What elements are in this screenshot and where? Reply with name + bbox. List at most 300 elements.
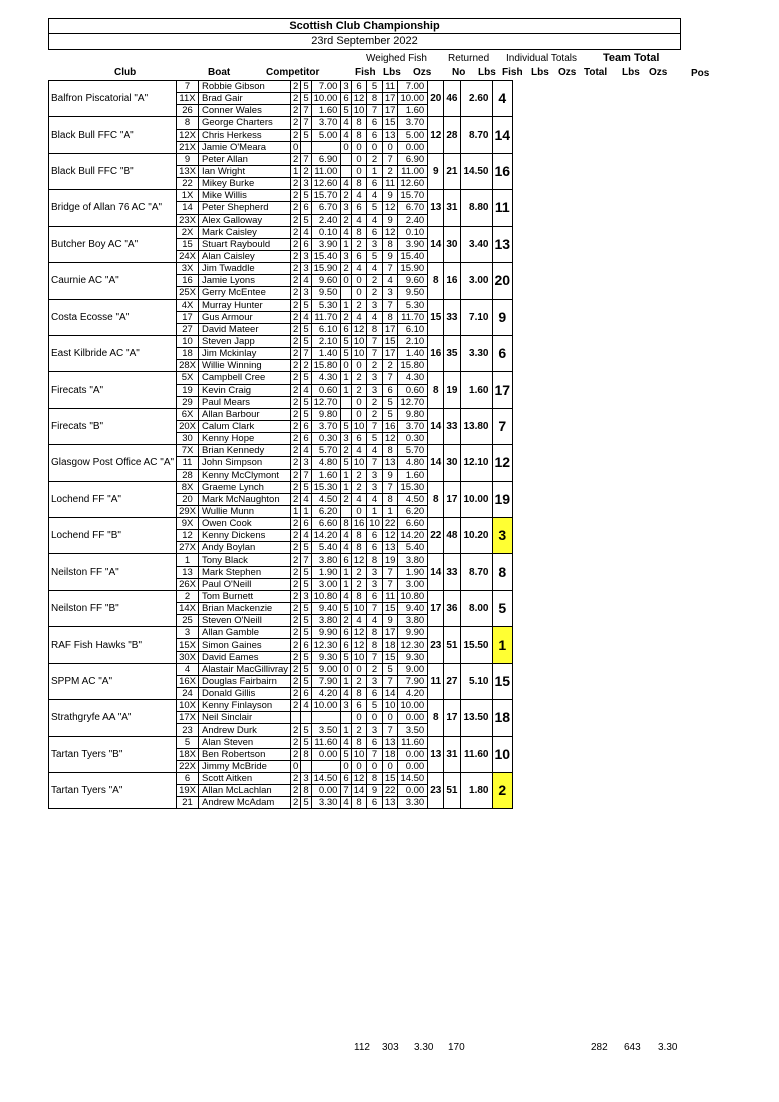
competitor-name: Ian Wright	[198, 165, 290, 177]
team-position: 7	[492, 408, 513, 444]
individual-lbs: 15	[382, 603, 398, 615]
returned-no	[341, 505, 351, 517]
team-total-lbs: 33	[444, 299, 461, 335]
weighed-ozs: 4.20	[311, 688, 341, 700]
team-total-lbs: 48	[444, 518, 461, 554]
competitor-name: Allan Barbour	[198, 408, 290, 420]
returned-no: 5	[341, 748, 351, 760]
weighed-lbs: 3	[301, 457, 311, 469]
competitor-name: Neil Sinclair	[198, 712, 290, 724]
individual-ozs: 15.30	[398, 481, 428, 493]
individual-ozs: 6.90	[398, 153, 428, 165]
individual-lbs: 7	[382, 153, 398, 165]
boat-number: 23X	[177, 214, 199, 226]
club-name: Balfron Piscatorial "A"	[49, 81, 177, 117]
team-block	[49, 117, 513, 129]
weighed-ozs: 12.60	[311, 178, 341, 190]
team-total-lbs: 21	[444, 153, 461, 189]
team-total-lbs: 30	[444, 226, 461, 262]
returned-lbs: 4	[351, 615, 367, 627]
weighed-fish: 2	[291, 566, 301, 578]
weighed-lbs: 5	[301, 736, 311, 748]
boat-number: 15	[177, 238, 199, 250]
competitor-name: Allan McLachlan	[198, 785, 290, 797]
individual-fish: 3	[367, 566, 383, 578]
weighed-lbs: 5	[301, 396, 311, 408]
team-total-ozs: 8.70	[461, 117, 492, 153]
competitor-name: Alan Caisley	[198, 250, 290, 262]
weighed-ozs	[311, 712, 341, 724]
individual-fish: 1	[367, 505, 383, 517]
competitor-name: George Charters	[198, 117, 290, 129]
weighed-lbs: 5	[301, 542, 311, 554]
returned-lbs: 0	[351, 663, 367, 675]
weighed-lbs: 5	[301, 627, 311, 639]
individual-ozs: 12.30	[398, 639, 428, 651]
individual-fish: 6	[367, 530, 383, 542]
weighed-ozs: 2.10	[311, 335, 341, 347]
team-total-ozs: 3.30	[461, 335, 492, 371]
individual-ozs: 0.00	[398, 760, 428, 772]
individual-lbs: 12	[382, 202, 398, 214]
individual-ozs: 14.50	[398, 773, 428, 785]
individual-fish: 2	[367, 360, 383, 372]
boat-number: 5X	[177, 372, 199, 384]
returned-no: 1	[341, 566, 351, 578]
returned-no: 5	[341, 335, 351, 347]
team-total-ozs: 10.20	[461, 518, 492, 554]
weighed-fish: 2	[291, 372, 301, 384]
individual-lbs: 13	[382, 129, 398, 141]
weighed-lbs: 3	[301, 773, 311, 785]
boat-number: 10X	[177, 700, 199, 712]
individual-lbs: 7	[382, 372, 398, 384]
weighed-fish: 2	[291, 578, 301, 590]
team-total-col-header: Total	[584, 67, 608, 78]
weighed-fish: 2	[291, 542, 301, 554]
team-block	[49, 372, 513, 384]
weighed-lbs: 6	[301, 688, 311, 700]
competitor-name: Paul Mears	[198, 396, 290, 408]
weighed-fish: 2	[291, 615, 301, 627]
individual-lbs: 7	[382, 481, 398, 493]
competitor-name: Gus Armour	[198, 311, 290, 323]
results-table	[48, 80, 513, 809]
returned-no: 1	[341, 578, 351, 590]
weighed-lbs: 2	[301, 360, 311, 372]
weighed-fish: 2	[291, 214, 301, 226]
weighed-lbs: 1	[301, 505, 311, 517]
boat-number: 3	[177, 627, 199, 639]
weighed-lbs: 6	[301, 433, 311, 445]
boat-number: 24	[177, 688, 199, 700]
returned-no: 3	[341, 433, 351, 445]
returned-no: 7	[341, 785, 351, 797]
weighed-fish	[291, 712, 301, 724]
weighed-lbs: 7	[301, 153, 311, 165]
returned-no: 1	[341, 724, 351, 736]
individual-ozs: 15.70	[398, 190, 428, 202]
returned-no: 4	[341, 688, 351, 700]
weighed-lbs: 4	[301, 275, 311, 287]
weighed-fish: 2	[291, 785, 301, 797]
individual-ozs: 3.50	[398, 724, 428, 736]
weighed-lbs: 4	[301, 530, 311, 542]
individual-fish: 8	[367, 93, 383, 105]
individual-lbs: 0	[382, 712, 398, 724]
individual-lbs: 7	[382, 299, 398, 311]
individual-fish: 2	[367, 408, 383, 420]
individual-ozs: 2.40	[398, 214, 428, 226]
returned-no: 4	[341, 530, 351, 542]
individual-fish: 7	[367, 748, 383, 760]
team-total-ozs: 8.70	[461, 554, 492, 590]
individual-lbs: 12	[382, 226, 398, 238]
competitor-name: Brian Mackenzie	[198, 603, 290, 615]
weighed-ozs: 3.50	[311, 724, 341, 736]
team-total-header: Team Total	[603, 52, 660, 64]
returned-lbs: 10	[351, 651, 367, 663]
weighed-fish: 2	[291, 639, 301, 651]
team-total-lbs: 27	[444, 663, 461, 699]
boat-number: 23	[177, 724, 199, 736]
individual-fish: 6	[367, 590, 383, 602]
weighed-ozs: 3.00	[311, 578, 341, 590]
team-total-fish: 20	[428, 81, 444, 117]
weighed-ozs: 15.80	[311, 360, 341, 372]
returned-no-col-header: No	[452, 67, 466, 78]
weighed-fish: 2	[291, 590, 301, 602]
individual-lbs: 2	[382, 360, 398, 372]
weighed-ozs: 1.60	[311, 105, 341, 117]
individual-fish: 3	[367, 372, 383, 384]
team-position: 16	[492, 153, 513, 189]
returned-lbs: 4	[351, 445, 367, 457]
competitor-name: David Mateer	[198, 323, 290, 335]
individual-lbs: 11	[382, 590, 398, 602]
competitor-name: Jim Mckinlay	[198, 348, 290, 360]
returned-lbs: 8	[351, 797, 367, 809]
individual-ozs: 3.00	[398, 578, 428, 590]
weighed-fish: 2	[291, 675, 301, 687]
team-position: 11	[492, 190, 513, 226]
competitor-name: Andrew McAdam	[198, 797, 290, 809]
individual-ozs: 9.50	[398, 287, 428, 299]
returned-no	[341, 712, 351, 724]
competitor-name: Scott Aitken	[198, 773, 290, 785]
weighed-lbs: 7	[301, 348, 311, 360]
individual-ozs: 10.80	[398, 590, 428, 602]
individual-ozs: 5.00	[398, 129, 428, 141]
weighed-ozs: 9.50	[311, 287, 341, 299]
individual-lbs: 7	[382, 578, 398, 590]
boat-number: 21	[177, 797, 199, 809]
individual-ozs: 3.70	[398, 420, 428, 432]
individual-lbs: 5	[382, 396, 398, 408]
returned-no	[341, 396, 351, 408]
boat-number: 27X	[177, 542, 199, 554]
club-name: Costa Ecosse "A"	[49, 299, 177, 335]
weighed-ozs: 10.80	[311, 590, 341, 602]
individual-lbs: 18	[382, 639, 398, 651]
boat-number: 20X	[177, 420, 199, 432]
team-position: 5	[492, 590, 513, 626]
returned-lbs: 0	[351, 712, 367, 724]
individual-ozs: 4.20	[398, 688, 428, 700]
weighed-fish: 2	[291, 651, 301, 663]
weighed-fish: 2	[291, 311, 301, 323]
competitor-name: Mike Willis	[198, 190, 290, 202]
individual-ozs: 12.60	[398, 178, 428, 190]
weighed-fish: 2	[291, 627, 301, 639]
weighed-ozs: 14.20	[311, 530, 341, 542]
returned-no: 3	[341, 202, 351, 214]
individual-ozs: 6.10	[398, 323, 428, 335]
individual-fish: 3	[367, 578, 383, 590]
individual-ozs: 1.40	[398, 348, 428, 360]
competitor-name: Brian Kennedy	[198, 445, 290, 457]
weighed-lbs: 5	[301, 578, 311, 590]
weighed-ozs: 9.30	[311, 651, 341, 663]
grand-team-ozs: 3.30	[658, 1042, 678, 1053]
team-block	[49, 590, 513, 602]
ozs-col-header: Ozs	[413, 67, 432, 78]
individual-lbs: 7	[382, 675, 398, 687]
team-total-lbs: 16	[444, 263, 461, 299]
returned-lbs: 6	[351, 202, 367, 214]
weighed-ozs: 11.60	[311, 736, 341, 748]
competitor-name: Alex Galloway	[198, 214, 290, 226]
weighed-ozs: 4.50	[311, 493, 341, 505]
weighed-ozs: 12.70	[311, 396, 341, 408]
returned-no: 2	[341, 615, 351, 627]
boat-number: 27	[177, 323, 199, 335]
competitor-name: Andy Boylan	[198, 542, 290, 554]
individual-fish: 5	[367, 250, 383, 262]
individual-fish: 7	[367, 651, 383, 663]
weighed-ozs: 5.40	[311, 542, 341, 554]
returned-no: 0	[341, 141, 351, 153]
weighed-lbs: 5	[301, 81, 311, 93]
weighed-fish: 2	[291, 81, 301, 93]
returned-lbs: 10	[351, 348, 367, 360]
team-total-ozs: 3.40	[461, 226, 492, 262]
weighed-lbs: 2	[301, 165, 311, 177]
individual-ozs: 0.60	[398, 384, 428, 396]
individual-lbs: 9	[382, 190, 398, 202]
team-position: 15	[492, 663, 513, 699]
weighed-lbs: 6	[301, 518, 311, 530]
club-name: Bridge of Allan 76 AC "A"	[49, 190, 177, 226]
returned-lbs: 10	[351, 457, 367, 469]
individual-fish: 8	[367, 323, 383, 335]
individual-lbs: 9	[382, 250, 398, 262]
ind-fish-col-header: Fish	[502, 67, 523, 78]
returned-lbs: 0	[351, 396, 367, 408]
individual-ozs: 3.80	[398, 554, 428, 566]
club-name: SPPM AC "A"	[49, 663, 177, 699]
weighed-lbs: 7	[301, 554, 311, 566]
weighed-lbs: 3	[301, 178, 311, 190]
individual-ozs: 9.40	[398, 603, 428, 615]
returned-lbs: 0	[351, 287, 367, 299]
weighed-ozs: 3.70	[311, 420, 341, 432]
competitor-name: Kenny Dickens	[198, 530, 290, 542]
returned-lbs: 8	[351, 542, 367, 554]
competitor-name: Conner Wales	[198, 105, 290, 117]
grand-total-fish: 112	[354, 1042, 370, 1053]
competitor-name: Andrew Durk	[198, 724, 290, 736]
individual-ozs: 10.00	[398, 93, 428, 105]
individual-lbs: 10	[382, 700, 398, 712]
competitor-name: Kevin Craig	[198, 384, 290, 396]
individual-ozs: 3.70	[398, 117, 428, 129]
returned-no: 1	[341, 481, 351, 493]
individual-fish: 0	[367, 760, 383, 772]
returned-lbs: 2	[351, 481, 367, 493]
boat-number: 12	[177, 530, 199, 542]
weighed-fish: 2	[291, 238, 301, 250]
ind-ozs-col-header: Ozs	[558, 67, 577, 78]
returned-no: 6	[341, 323, 351, 335]
returned-lbs: 16	[351, 518, 367, 530]
individual-lbs: 13	[382, 542, 398, 554]
returned-lbs-col-header: Lbs	[478, 67, 496, 78]
weighed-lbs: 5	[301, 651, 311, 663]
team-block	[49, 554, 513, 566]
team-block	[49, 226, 513, 238]
team-block	[49, 663, 513, 675]
individual-fish: 4	[367, 615, 383, 627]
competitor-name: Tony Black	[198, 554, 290, 566]
competitor-name: Owen Cook	[198, 518, 290, 530]
competitor-name: Jamie Lyons	[198, 275, 290, 287]
grand-total-lbs: 303	[382, 1042, 399, 1053]
weighed-ozs: 5.00	[311, 129, 341, 141]
weighed-lbs	[301, 760, 311, 772]
weighed-fish: 2	[291, 117, 301, 129]
individual-fish: 8	[367, 627, 383, 639]
returned-no: 2	[341, 190, 351, 202]
pos-col-header: Pos	[691, 68, 710, 79]
team-position: 12	[492, 445, 513, 481]
weighed-lbs: 5	[301, 481, 311, 493]
weighed-lbs: 5	[301, 603, 311, 615]
individual-fish: 2	[367, 396, 383, 408]
boat-number: 14X	[177, 603, 199, 615]
team-position: 4	[492, 81, 513, 117]
individual-ozs: 9.30	[398, 651, 428, 663]
individual-lbs: 7	[382, 566, 398, 578]
individual-lbs: 19	[382, 554, 398, 566]
weighed-ozs: 10.00	[311, 700, 341, 712]
boat-number: 29	[177, 396, 199, 408]
team-total-fish: 16	[428, 335, 444, 371]
returned-lbs: 8	[351, 129, 367, 141]
weighed-fish: 2	[291, 469, 301, 481]
individual-ozs: 14.20	[398, 530, 428, 542]
returned-lbs: 8	[351, 590, 367, 602]
boat-number: 26X	[177, 578, 199, 590]
returned-lbs: 8	[351, 688, 367, 700]
individual-fish: 7	[367, 457, 383, 469]
competitor-name: Steven Japp	[198, 335, 290, 347]
individual-lbs: 16	[382, 420, 398, 432]
individual-fish: 6	[367, 688, 383, 700]
returned-lbs: 12	[351, 93, 367, 105]
individual-ozs: 11.00	[398, 165, 428, 177]
individual-ozs: 15.90	[398, 263, 428, 275]
fish-col-header: Fish	[355, 67, 376, 78]
weighed-fish: 2	[291, 287, 301, 299]
club-name: Firecats "A"	[49, 372, 177, 408]
weighed-lbs: 5	[301, 323, 311, 335]
individual-ozs: 5.40	[398, 542, 428, 554]
individual-fish: 3	[367, 675, 383, 687]
weighed-fish: 2	[291, 202, 301, 214]
individual-fish: 7	[367, 348, 383, 360]
weighed-ozs: 15.30	[311, 481, 341, 493]
individual-lbs: 11	[382, 81, 398, 93]
weighed-fish: 2	[291, 226, 301, 238]
boat-number: 7X	[177, 445, 199, 457]
team-block	[49, 81, 513, 93]
individual-ozs: 6.60	[398, 518, 428, 530]
individual-ozs: 0.00	[398, 141, 428, 153]
individual-lbs: 9	[382, 214, 398, 226]
weighed-ozs: 3.70	[311, 117, 341, 129]
returned-no: 4	[341, 736, 351, 748]
boat-number: 2X	[177, 226, 199, 238]
team-total-ozs: 2.60	[461, 81, 492, 117]
weighed-ozs: 6.20	[311, 505, 341, 517]
individual-lbs: 7	[382, 724, 398, 736]
weighed-lbs: 8	[301, 785, 311, 797]
individual-lbs: 9	[382, 615, 398, 627]
individual-lbs: 17	[382, 105, 398, 117]
individual-lbs: 22	[382, 785, 398, 797]
boat-number: 1	[177, 554, 199, 566]
returned-lbs: 6	[351, 250, 367, 262]
individual-ozs: 0.10	[398, 226, 428, 238]
returned-no: 3	[341, 81, 351, 93]
weighed-fish: 2	[291, 797, 301, 809]
individual-fish: 7	[367, 420, 383, 432]
team-total-fish: 23	[428, 773, 444, 809]
returned-lbs: 2	[351, 675, 367, 687]
weighed-fish: 2	[291, 736, 301, 748]
boat-number: 6X	[177, 408, 199, 420]
weighed-fish: 2	[291, 299, 301, 311]
boat-number: 7	[177, 81, 199, 93]
team-position: 13	[492, 226, 513, 262]
individual-ozs: 1.90	[398, 566, 428, 578]
weighed-ozs: 0.60	[311, 384, 341, 396]
grand-team-lbs: 643	[624, 1042, 641, 1053]
returned-lbs: 4	[351, 311, 367, 323]
boat-number: 2	[177, 590, 199, 602]
club-name: Black Bull FFC "A"	[49, 117, 177, 153]
boat-number: 16X	[177, 675, 199, 687]
ind-lbs-col-header: Lbs	[531, 67, 549, 78]
weighed-fish: 2	[291, 129, 301, 141]
returned-lbs: 10	[351, 603, 367, 615]
team-total-lbs: 31	[444, 736, 461, 772]
returned-no: 1	[341, 372, 351, 384]
returned-lbs: 4	[351, 214, 367, 226]
weighed-lbs: 5	[301, 93, 311, 105]
individual-fish: 6	[367, 129, 383, 141]
